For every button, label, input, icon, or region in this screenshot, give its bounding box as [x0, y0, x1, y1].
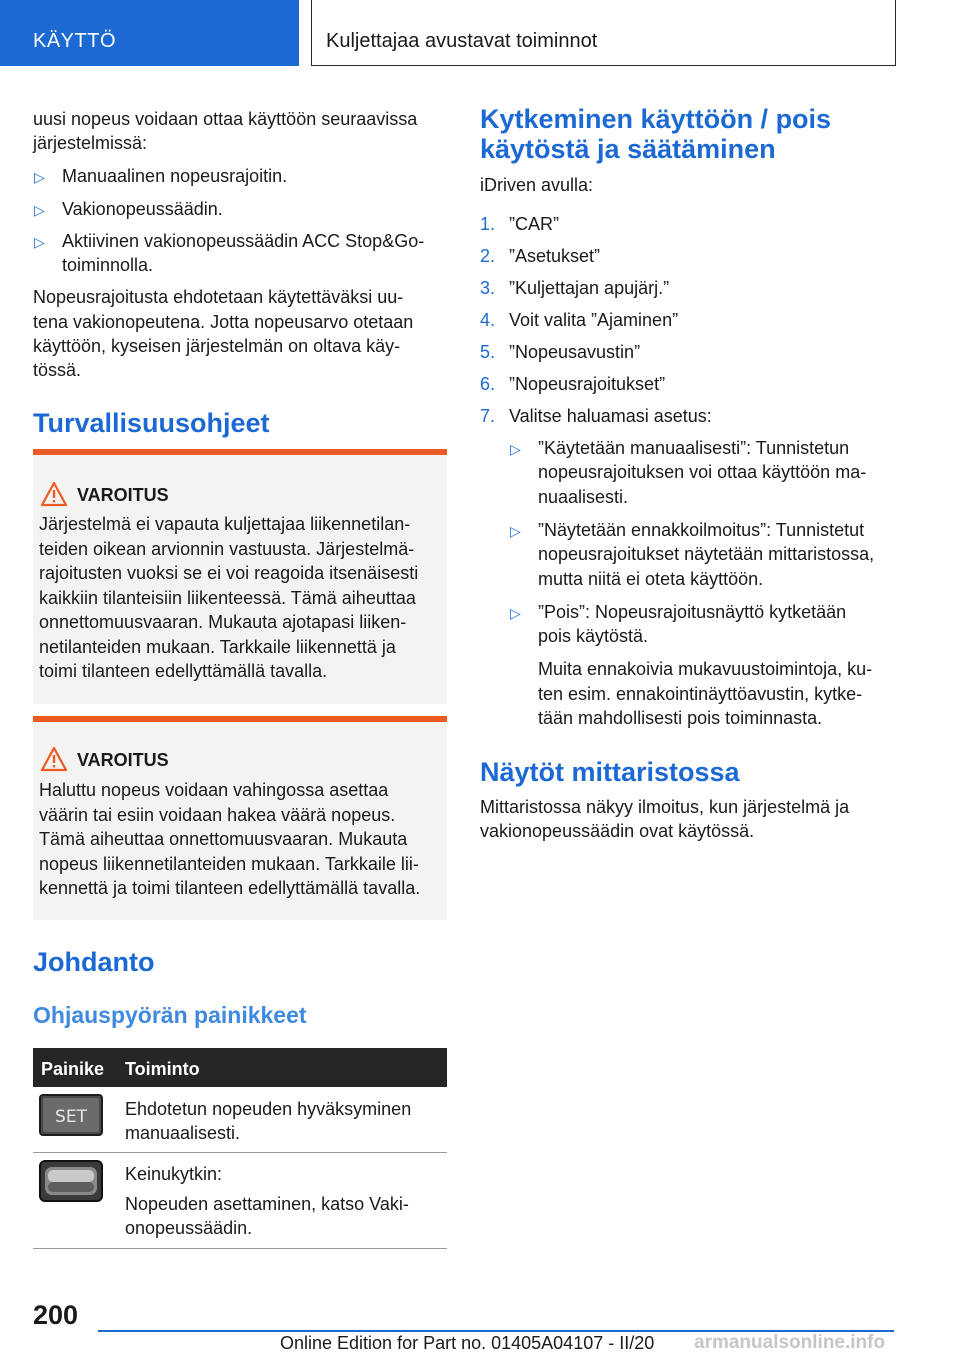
intro-line-1: uusi nopeus voidaan ottaa käyttöön seuraavissa — [33, 109, 418, 129]
table-cell-line: onopeussäädin. — [125, 1218, 253, 1238]
set-button-icon — [39, 1094, 103, 1136]
bullet-item: Aktiivinen vakionopeussäädin ACC Stop&Go- — [62, 231, 425, 251]
warning-line: Tämä aiheuttaa onnettomuusvaaran. Mukauta — [39, 829, 408, 849]
warning-line: rajoitusten vuoksi se ei voi reagoida itsenäisesti — [39, 563, 419, 583]
page-number: 200 — [33, 1300, 79, 1330]
table-cell-line: manuaalisesti. — [125, 1123, 241, 1143]
col-header-function: Toiminto — [125, 1059, 200, 1079]
step-text: ”CAR” — [509, 214, 559, 234]
warning-line: väärin tai esiin voidaan hakea väärä nopeus. — [39, 805, 396, 825]
warning-title: VAROITUS — [77, 485, 169, 505]
paragraph-line: tössä. — [33, 360, 82, 380]
intro-line-2: järjestelmissä: — [33, 133, 148, 153]
bullet-item-cont: toiminnolla. — [62, 255, 154, 275]
step-number: 7. — [480, 406, 496, 426]
sub-option-line: ”Näytetään ennakkoilmoitus”: Tunnistetut — [538, 520, 865, 540]
display-heading: Näytöt mittaristossa — [480, 757, 740, 787]
buttons-subheading: Ohjauspyörän painikkeet — [33, 1002, 307, 1028]
intro-heading: Johdanto — [33, 947, 155, 977]
paragraph-line: Nopeusrajoitusta ehdotetaan käytettäväksi uu- — [33, 287, 404, 307]
sub-option-line: nopeusrajoitukset näytetään mittaristossa, — [538, 544, 875, 564]
bullet-triangle-icon: ▷ — [510, 441, 521, 457]
bullet-triangle-icon: ▷ — [34, 202, 45, 218]
step-number: 3. — [480, 278, 496, 298]
bullet-triangle-icon: ▷ — [510, 605, 521, 621]
table-cell-line: Ehdotetun nopeuden hyväksyminen — [125, 1099, 412, 1119]
edition-note: Online Edition for Part no. 01405A04107 - II/20 — [280, 1333, 655, 1353]
step-text: Valitse haluamasi asetus: — [509, 406, 712, 426]
col-header-button: Painike — [41, 1059, 105, 1079]
sub-option-line: ”Käytetään manuaalisesti”: Tunnistetun — [538, 438, 850, 458]
safety-heading: Turvallisuusohjeet — [33, 408, 270, 438]
note-line: Muita ennakoivia mukavuustoimintoja, ku- — [538, 659, 873, 679]
table-row-divider — [33, 1152, 447, 1153]
sub-option-line: mutta niitä ei oteta käyttöön. — [538, 569, 764, 589]
warning-line: toimi tilanteen edellyttämällä tavalla. — [39, 661, 328, 681]
warning-triangle-icon — [40, 746, 68, 772]
chapter-box — [311, 0, 896, 66]
paragraph-line: tena vakionopeutena. Jotta nopeusarvo otetaan — [33, 312, 414, 332]
toggle-heading-line-2: käytöstä ja säätäminen — [480, 134, 776, 164]
warning-line: teiden oikean arvionnin vastuusta. Järjestelmä- — [39, 539, 415, 559]
warning-line: Järjestelmä ei vapauta kuljettajaa liikennetilan- — [39, 514, 411, 534]
warning-line: kennettä ja toimi tilanteen edellyttämällä tavalla. — [39, 878, 421, 898]
step-number: 6. — [480, 374, 496, 394]
paragraph-line: käyttöön, kyseisen järjestelmän on oltava käy- — [33, 336, 401, 356]
warning-line: onnettomuusvaaran. Mukauta ajotapasi liiken- — [39, 612, 407, 632]
step-number: 4. — [480, 310, 496, 330]
sub-option-line: nuaalisesti. — [538, 487, 629, 507]
note-line: tään mahdollisesti pois toiminnasta. — [538, 708, 823, 728]
toggle-heading-line-1: Kytkeminen käyttöön / pois — [480, 104, 832, 134]
warning-line: Haluttu nopeus voidaan vahingossa asettaa — [39, 780, 389, 800]
table-cell-line: Nopeuden asettaminen, katso Vaki- — [125, 1194, 409, 1214]
table-cell-line: Keinukytkin: — [125, 1164, 223, 1184]
step-text: ”Nopeusrajoitukset” — [509, 374, 666, 394]
bullet-triangle-icon: ▷ — [34, 169, 45, 185]
warning-line: kaikkiin tilanteisiin liikenteessä. Tämä aiheuttaa — [39, 588, 416, 608]
note-line: ten esim. ennakointinäyttöavustin, kytke- — [538, 684, 863, 704]
step-text: ”Asetukset” — [509, 246, 601, 266]
warning-line: netilanteiden mukaan. Tarkkaile liikennettä ja — [39, 637, 396, 657]
step-text: Voit valita ”Ajaminen” — [509, 310, 679, 330]
step-number: 1. — [480, 214, 496, 234]
warning-line: nopeus liikennetilanteiden mukaan. Tarkkaile lii- — [39, 854, 419, 874]
step-number: 5. — [480, 342, 496, 362]
sub-option-line: nopeusrajoituksen voi ottaa käyttöön ma- — [538, 462, 867, 482]
step-number: 2. — [480, 246, 496, 266]
warning-triangle-icon — [40, 481, 68, 507]
warning-box-1 — [33, 449, 447, 704]
rocker-switch-icon — [39, 1160, 103, 1202]
section-title: KÄYTTÖ — [33, 30, 117, 52]
bullet-item: Vakionopeussäädin. — [62, 199, 223, 219]
table-row-divider — [33, 1248, 447, 1249]
chapter-title: Kuljettajaa avustavat toiminnot — [326, 30, 598, 52]
warning-box-2 — [33, 716, 447, 920]
table-header — [33, 1048, 447, 1087]
step-text: ”Kuljettajan apujärj.” — [509, 278, 670, 298]
bullet-triangle-icon: ▷ — [34, 234, 45, 250]
warning-title: VAROITUS — [77, 750, 169, 770]
idrive-label: iDriven avulla: — [480, 175, 594, 195]
watermark: armanualsonline.info — [694, 1332, 886, 1353]
display-line: vakionopeussäädin ovat käytössä. — [480, 821, 755, 841]
section-tab — [0, 0, 299, 66]
bullet-item: Manuaalinen nopeusrajoitin. — [62, 166, 288, 186]
bullet-triangle-icon: ▷ — [510, 523, 521, 539]
set-button-label: SET — [55, 1107, 87, 1127]
sub-option-line: ”Pois”: Nopeusrajoitusnäyttö kytketään — [538, 602, 847, 622]
sub-option-line: pois käytöstä. — [538, 626, 649, 646]
display-line: Mittaristossa näkyy ilmoitus, kun järjestelmä ja — [480, 797, 850, 817]
step-text: ”Nopeusavustin” — [509, 342, 641, 362]
